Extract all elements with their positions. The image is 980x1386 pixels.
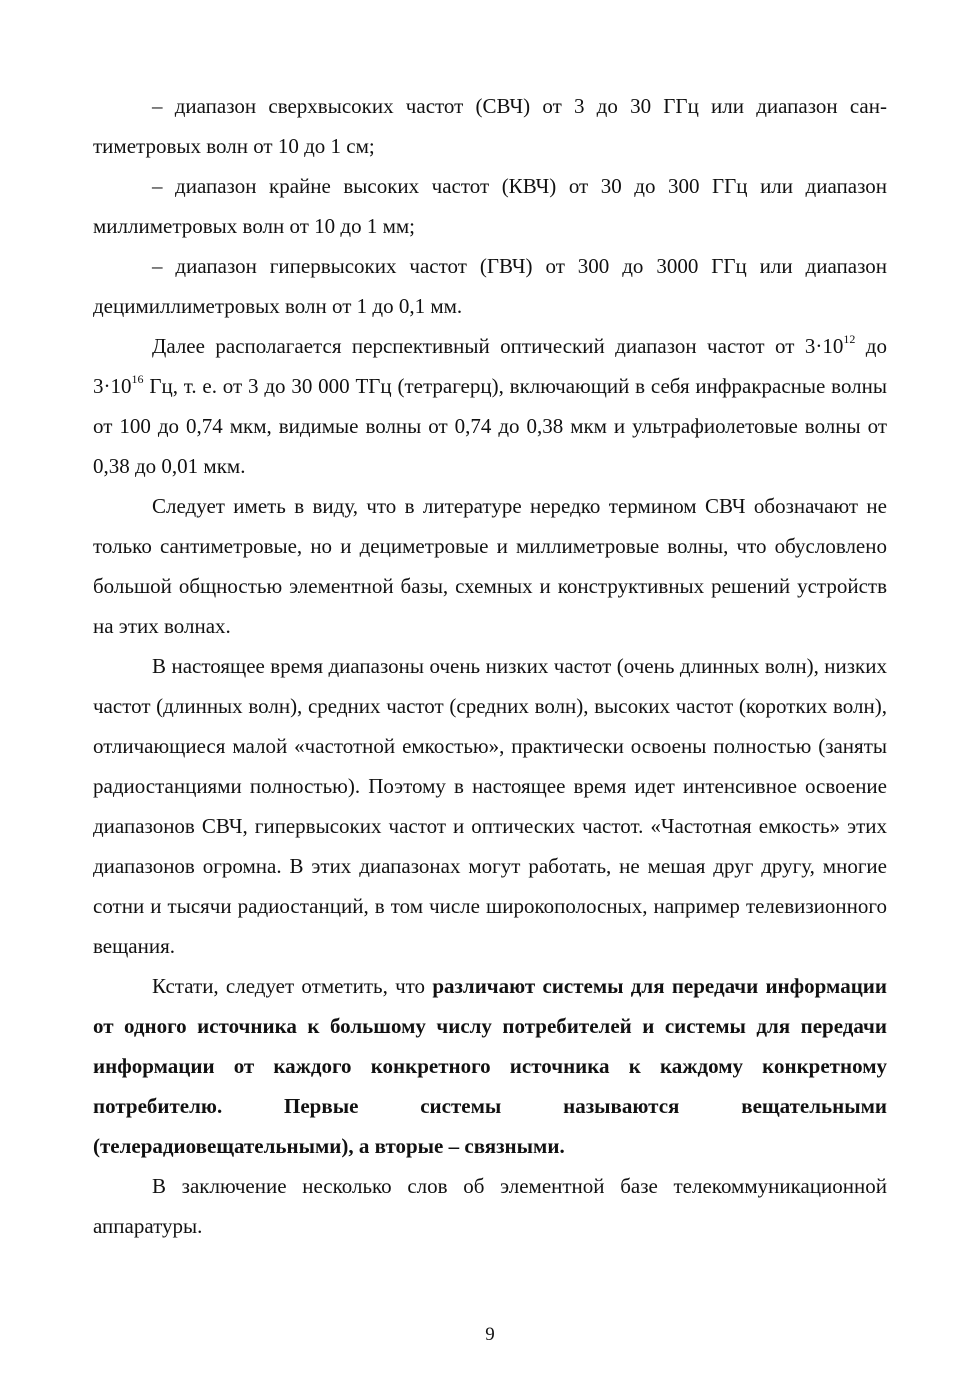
paragraph-optical-range bbox=[93, 326, 887, 486]
paragraph-current-ranges: В настоящее время диапазоны очень низких частот (очень длинных волн), низких частот (длинных волн), средних частот (средних волн), высоких частот (коротких волн), отличающиеся малой «частотной емкостью», практически освоены полностью (заняты радиостанциями полностью). Поэтому в настоящее время идет интенсивное освоение диапазонов СВЧ, гипервысоких частот и оптических частот. «Частотная емкость» этих диапазонов огромна. В этих диапазонах могут работать, не мешая друг другу, многие сотни и тысячи радиостанций, в том числе широкополосных, например телевизионного вещания. bbox=[93, 654, 887, 958]
systems-intro-text: Кстати, следует отметить, что bbox=[152, 974, 433, 998]
paragraph-systems-types bbox=[93, 966, 887, 1166]
optical-text-part-3: Гц, т. е. от 3 до 30 000 ТГц (тетрагерц), включающий в себя инфракрасные волны от 100 до 0,74 мкм, видимые волны от 0,74 до 0,38 мкм и ультрафиолетовые волны от 0,38 до 0,01 мкм. bbox=[93, 374, 887, 478]
optical-text-part-1: Далее располагается перспективный оптический диапазон частот от 3·10 bbox=[152, 334, 844, 358]
exponent-12: 12 bbox=[843, 332, 856, 346]
optical-text-part-2: до 3·10 bbox=[93, 334, 887, 398]
paragraph-gvch-range: – диапазон гипервысоких частот (ГВЧ) от 300 до 3000 ГГц или диапазон децимиллиметровых волн от 1 до 0,1 мм. bbox=[93, 254, 887, 318]
systems-bold-text: различают системы для передачи информации от одного источника к большому числу потребителей и системы для передачи информации от каждого конкретного источника к каждому конкретному потребителю. Первые системы называются вещательными (телерадиовещательными), а вторые – связными. bbox=[93, 974, 887, 1158]
body-text bbox=[93, 86, 887, 1246]
exponent-16: 16 bbox=[131, 372, 144, 386]
paragraph-svch-range: – диапазон сверхвысоких частот (СВЧ) от 3 до 30 ГГц или диапазон сантиметровых волн от 10 до 1 см; bbox=[93, 94, 887, 158]
paragraph-conclusion: В заключение несколько слов об элементной базе телекоммуникационной аппаратуры. bbox=[93, 1174, 887, 1238]
page-number: 9 bbox=[485, 1324, 495, 1345]
paragraph-kvch-range: – диапазон крайне высоких частот (КВЧ) от 30 до 300 ГГц или диапазон миллиметровых волн от 10 до 1 мм; bbox=[93, 174, 887, 238]
paragraph-svch-terminology: Следует иметь в виду, что в литературе нередко термином СВЧ обозначают не только сантиметровые, но и дециметровые и миллиметровые волны, что обусловлено большой общностью элементной базы, схемных и конструктивных решений устройств на этих волнах. bbox=[93, 494, 887, 638]
